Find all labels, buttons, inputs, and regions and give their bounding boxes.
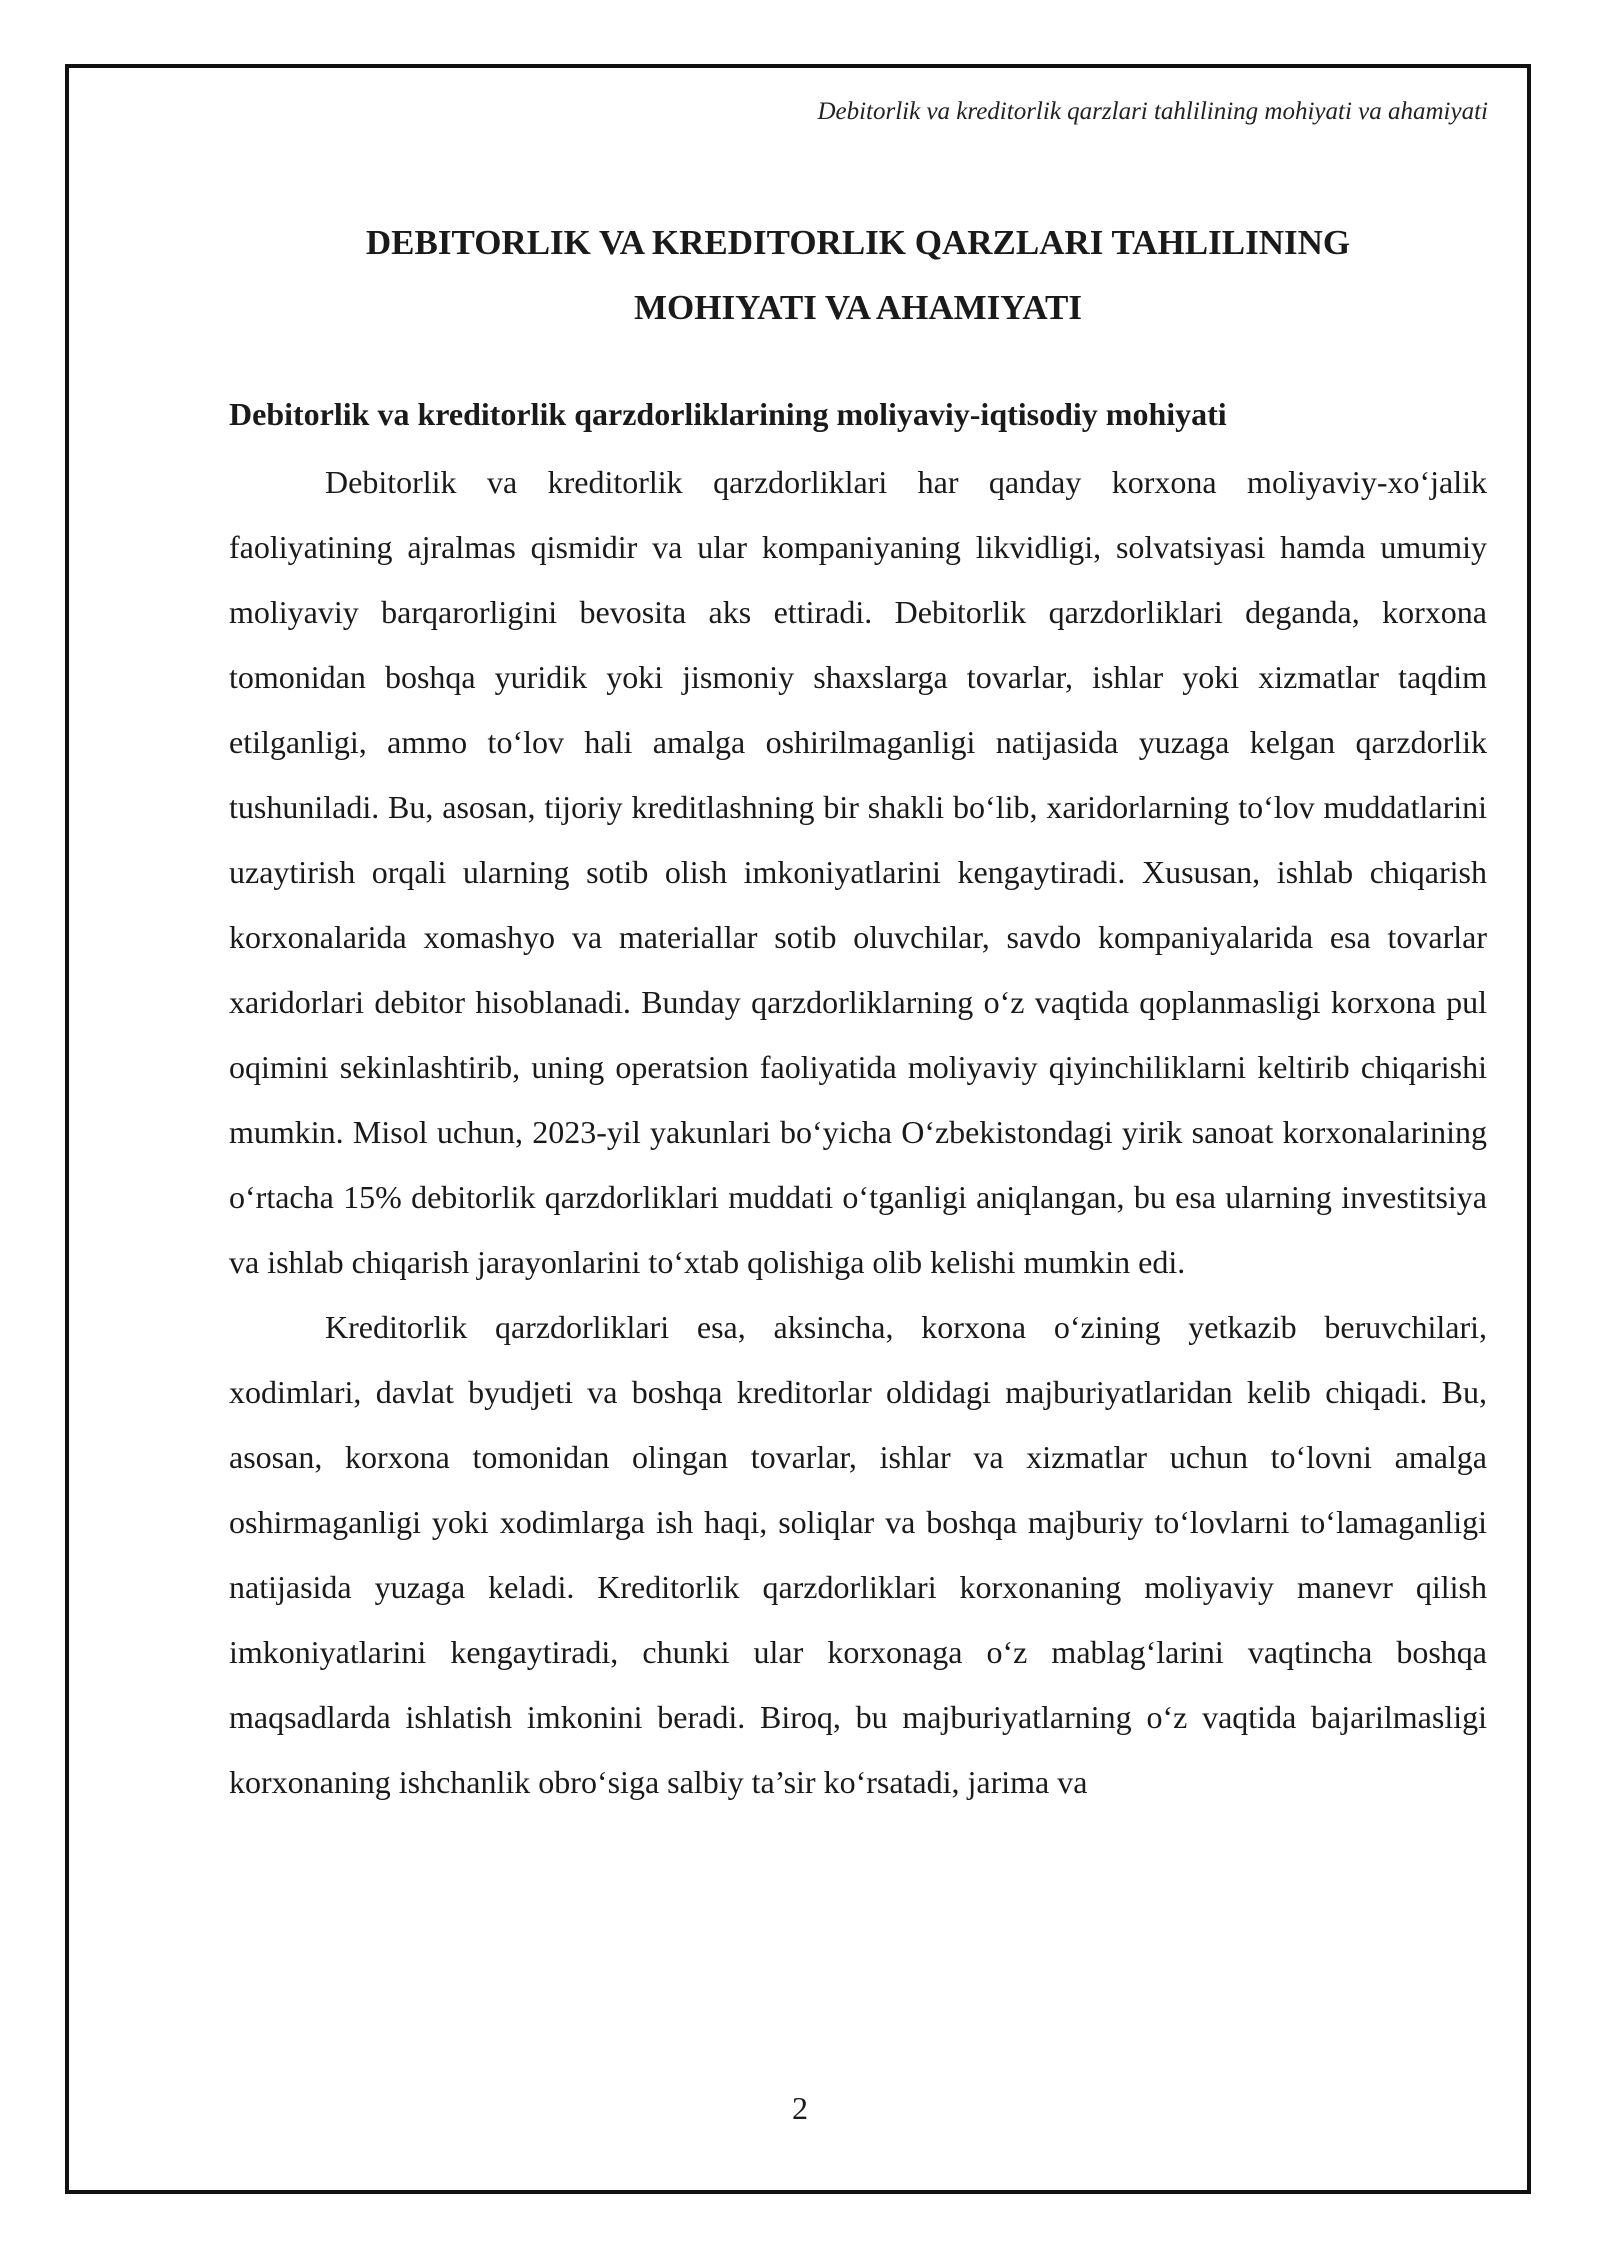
document-title-line-2: MOHIYATI VA AHAMIYATI (634, 288, 1082, 327)
document-body (229, 210, 1487, 1815)
paragraph-kreditorlik: Kreditorlik qarzdorliklari esa, aksincha, korxona o‘zining yetkazib beruvchilari, xodimlari, davlat byudjeti va boshqa kreditorlar oldidagi majburiyatlaridan kelib chiqadi. Bu, asosan, korxona tomonidan olingan tovarlar, ishlar va xizmatlar uchun to‘lovni amalga oshirmaganligi yoki xodimlarga ish haqi, soliqlar va boshqa majburiy to‘lovlarni to‘lamaganligi natijasida yuzaga keladi. Kreditorlik qarzdorliklari korxonaning moliyaviy manevr qilish imkoniyatlarini kengaytiradi, chunki ular korxonaga o‘z mablag‘larini vaqtincha boshqa maqsadlarda ishlatish imkonini beradi. Biroq, bu majburiyatlarning o‘z vaqtida bajarilmasligi korxonaning ishchanlik obro‘siga salbiy ta’sir ko‘rsatadi, jarima va (229, 1309, 1487, 1800)
document-title-line-1: DEBITORLIK VA KREDITORLIK QARZLARI TAHLILINING (365, 223, 1351, 262)
page-number: 2 (792, 2090, 808, 2126)
section-heading: Debitorlik va kreditorlik qarzdorliklarining moliyaviy-iqtisodiy mohiyati (229, 396, 1227, 432)
paragraph-debitorlik: Debitorlik va kreditorlik qarzdorliklari har qanday korxona moliyaviy-xo‘jalik faoliyatining ajralmas qismidir va ular kompaniyaning likvidligi, solvatsiyasi hamda umumiy moliyaviy barqarorligini bevosita aks ettiradi. Debitorlik qarzdorliklari deganda, korxona tomonidan boshqa yuridik yoki jismoniy shaxslarga tovarlar, ishlar yoki xizmatlar taqdim etilganligi, ammo to‘lov hali amalga oshirilmaganligi natijasida yuzaga kelgan qarzdorlik tushuniladi. Bu, asosan, tijoriy kreditlashning bir shakli bo‘lib, xaridorlarning to‘lov muddatlarini uzaytirish orqali ularning sotib olish imkoniyatlarini kengaytiradi. Xususan, ishlab chiqarish korxonalarida xomashyo va materiallar sotib oluvchilar, savdo kompaniyalarida esa tovarlar xaridorlari debitor hisoblanadi. Bunday qarzdorliklarning o‘z vaqtida qoplanmasligi korxona pul oqimini sekinlashtirib, uning operatsion faoliyatida moliyaviy qiyinchiliklarni keltirib chiqarishi mumkin. Misol uchun, 2023-yil yakunlari bo‘yicha O‘zbekistondagi yirik sanoat korxonalarining o‘rtacha 15% debitorlik qarzdorliklari muddati o‘tganligi aniqlangan, bu esa ularning investitsiya va ishlab chiqarish jarayonlarini to‘xtab qolishiga olib kelishi mumkin edi. (229, 464, 1487, 1280)
running-header: Debitorlik va kreditorlik qarzlari tahlilining mohiyati va ahamiyati (817, 98, 1488, 125)
document-title (229, 210, 1487, 340)
